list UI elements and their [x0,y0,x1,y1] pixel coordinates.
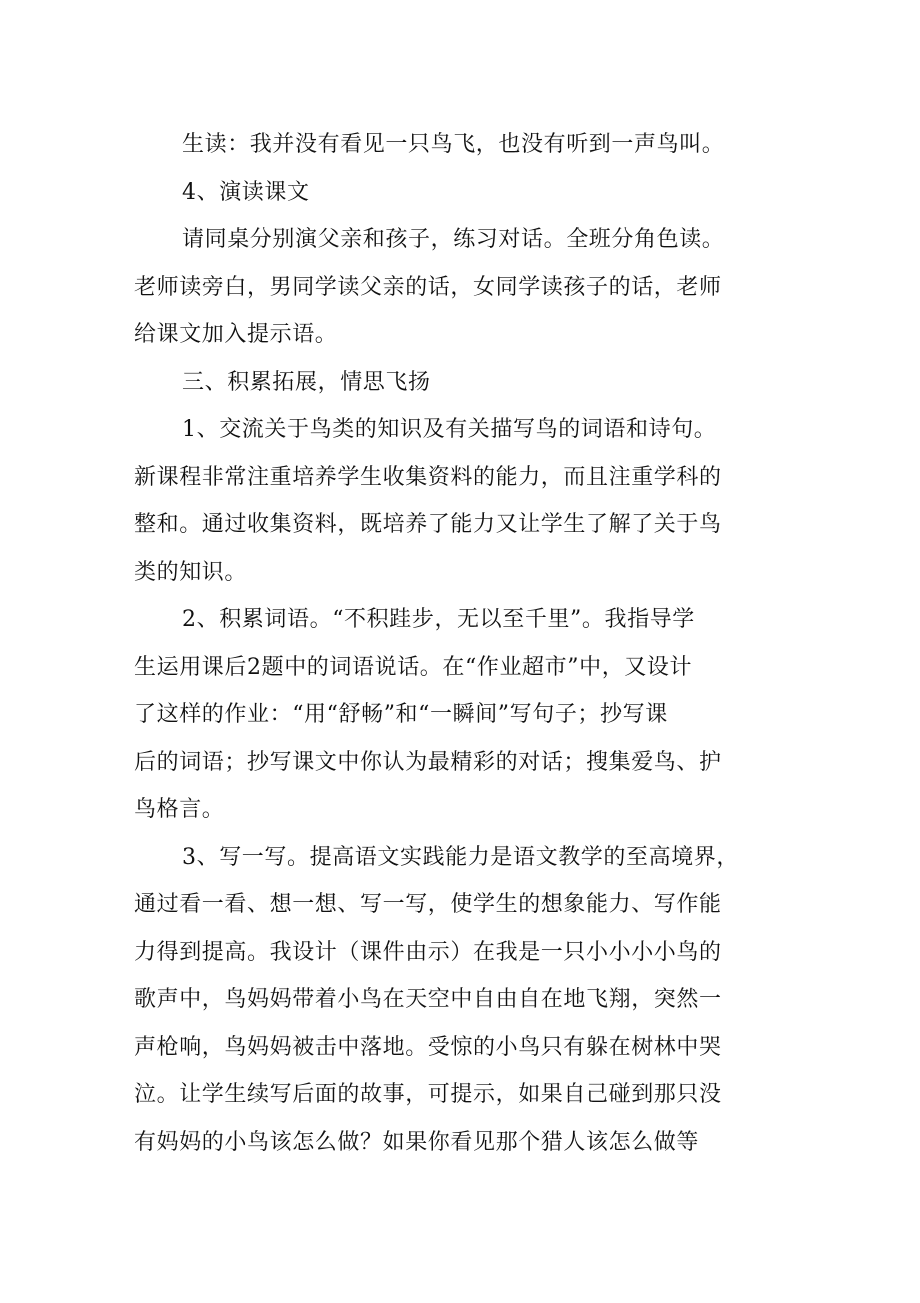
text-line: 生运用课后2题中的词语说话。在“作业超市”中，又设计 [134,654,693,680]
text-line: 整和。通过收集资料，既培养了能力又让学生了解了关于鸟 [134,512,722,537]
text-line: 1、交流关于鸟类的知识及有关描写鸟的词语和诗句。 [182,417,717,442]
text-line: 老师读旁白，男同学读父亲的话，女同学读孩子的话，老师 [134,274,722,300]
text-line: 通过看一看、想一想、写一写，使学生的想象能力、写作能 [134,892,722,917]
text-line: 鸟格言。 [134,797,225,822]
text-line: 了这样的作业：“用“舒畅”和“一瞬间”写句子；抄写课 [134,702,668,727]
text-line: 泣。让学生续写后面的故事，可提示，如果自己碰到那只没 [134,1082,722,1107]
text-line: 力得到提高。我设计（课件由示）在我是一只小小小小鸟的 [134,939,722,965]
text-line: 歌声中，鸟妈妈带着小鸟在天空中自由自在地飞翔，突然一 [134,987,722,1012]
text-line: 有妈妈的小鸟该怎么做？如果你看见那个猎人该怎么做等 [134,1129,700,1155]
text-line: 类的知识。 [134,559,248,585]
text-line: 2、积累词语。“不积跬步，无以至千里”。我指导学 [182,607,695,632]
text-line: 给课文加入提示语。 [134,322,338,347]
text-line: 声枪响，鸟妈妈被击中落地。受惊的小鸟只有躲在树林中哭 [134,1034,722,1060]
text-line: 新课程非常注重培养学生收集资料的能力，而且注重学科的 [134,464,722,490]
document-body [134,121,739,1166]
text-line: 生读：我并没有看见一只鸟飞，也没有听到一声鸟叫。 [182,132,725,157]
section-heading: 4、演读课文 [182,179,310,205]
text-line: 后的词语；抄写课文中你认为最精彩的对话；搜集爱鸟、护 [134,749,722,775]
text-line: 请同桌分别演父亲和孩子，练习对话。全班分角色读。 [182,227,725,252]
text-line: 3、写一写。提高语文实践能力是语文教学的至高境界， [182,844,739,870]
section-heading: 三、积累拓展，情思飞扬 [182,369,431,395]
